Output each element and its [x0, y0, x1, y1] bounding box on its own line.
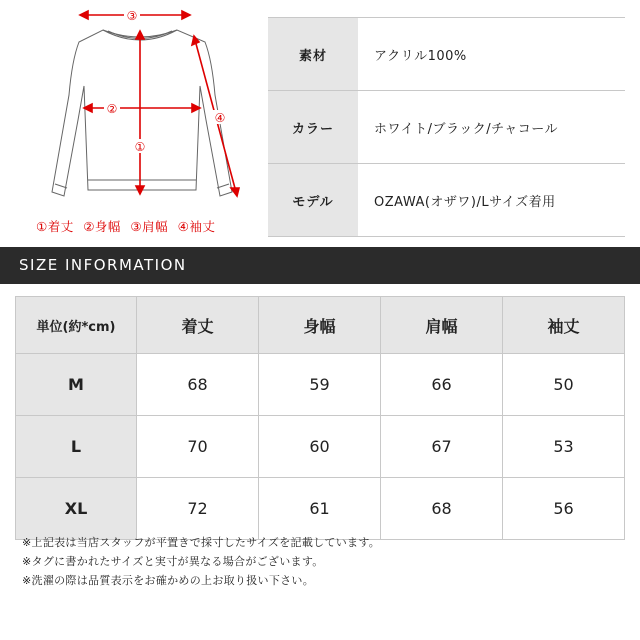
note-line: ※上記表は当店スタッフが平置きで採寸したサイズを記載しています。: [22, 536, 381, 549]
product-spec-table: [268, 17, 625, 237]
spec-key: モデル: [268, 164, 358, 237]
size-table: [15, 296, 625, 540]
table-cell: 68: [381, 478, 503, 540]
header-sleeve-length: 袖丈: [503, 297, 625, 354]
header-unit: 単位(約*cm): [16, 297, 137, 354]
sweater-outline: [52, 30, 232, 196]
header-length: 着丈: [137, 297, 259, 354]
table-row: [16, 478, 625, 540]
table-cell: 53: [503, 416, 625, 478]
marker-4: ④: [214, 111, 226, 125]
table-cell: 61: [259, 478, 381, 540]
size-table-header: [16, 297, 625, 354]
marker-3: ③: [126, 9, 138, 23]
spec-row-model: [268, 164, 625, 237]
banner-title: SIZE INFORMATION: [19, 256, 187, 274]
table-cell: 67: [381, 416, 503, 478]
header-body-width: 身幅: [259, 297, 381, 354]
sweater-measurement-diagram: [0, 0, 250, 240]
legend-body-width: ②身幅: [83, 219, 121, 234]
table-cell: 68: [137, 354, 259, 416]
note-line: ※タグに書かれたサイズと実寸が異なる場合がございます。: [22, 555, 324, 568]
size-label: L: [16, 416, 137, 478]
table-cell: 56: [503, 478, 625, 540]
table-cell: 60: [259, 416, 381, 478]
table-cell: 59: [259, 354, 381, 416]
legend-length: ①着丈: [36, 219, 74, 234]
spec-value: ホワイト/ブラック/チャコール: [358, 91, 625, 164]
legend-sleeve-length: ④袖丈: [177, 219, 216, 234]
legend-shoulder-width: ③肩幅: [130, 219, 169, 234]
spec-value: アクリル100%: [358, 18, 625, 91]
spec-value: OZAWA(オザワ)/Lサイズ着用: [358, 164, 625, 237]
spec-key: 素材: [268, 18, 358, 91]
size-information-banner: [0, 247, 640, 284]
spec-row-material: [268, 18, 625, 91]
marker-1: ①: [134, 140, 146, 154]
note-line: ※洗濯の際は品質表示をお確かめの上お取り扱い下さい。: [22, 574, 315, 587]
header-shoulder-width: 肩幅: [381, 297, 503, 354]
spec-key: カラー: [268, 91, 358, 164]
measurement-legend: [36, 217, 220, 235]
size-label: XL: [16, 478, 137, 540]
spec-row-color: [268, 91, 625, 164]
table-row: [16, 416, 625, 478]
table-cell: 66: [381, 354, 503, 416]
table-cell: 70: [137, 416, 259, 478]
marker-2: ②: [106, 102, 118, 116]
table-row: [16, 354, 625, 416]
table-cell: 72: [137, 478, 259, 540]
size-label: M: [16, 354, 137, 416]
table-cell: 50: [503, 354, 625, 416]
notes: [22, 533, 380, 590]
